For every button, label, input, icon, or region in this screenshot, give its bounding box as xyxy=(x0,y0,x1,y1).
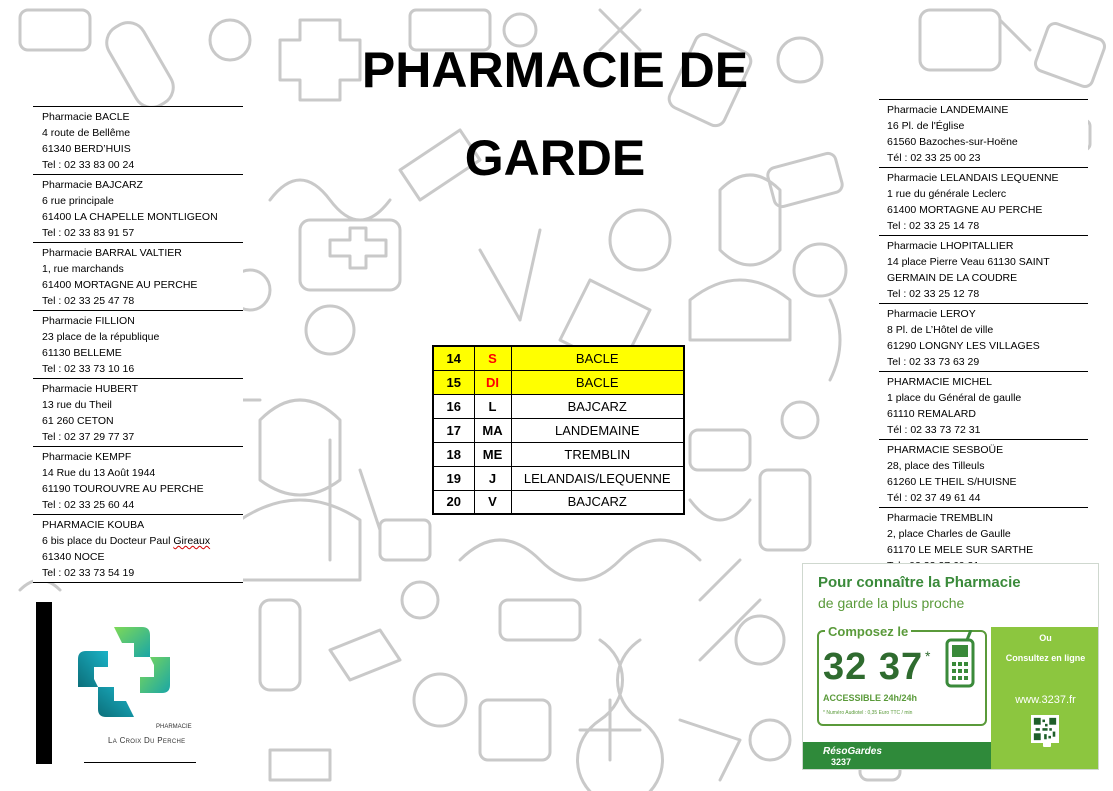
schedule-day: DI xyxy=(474,370,511,394)
ad-phone-number: 32 37 xyxy=(823,646,924,688)
ad-consult-label: Consultez en ligne xyxy=(1005,653,1086,663)
pharmacy-address-line: 61400 MORTAGNE AU PERCHE xyxy=(42,279,198,291)
schedule-date: 15 xyxy=(433,370,474,394)
pharmacy-phone: Tel : 02 33 25 14 78 xyxy=(887,220,980,232)
pharmacy-address-line: 61110 REMALARD xyxy=(887,408,976,420)
pharmacy-address-line: 61260 LE THEIL S/HUISNE xyxy=(887,476,1017,488)
schedule-day: MA xyxy=(474,418,511,442)
pharmacy-entry xyxy=(879,439,1088,507)
ad-or-label: Ou xyxy=(1039,633,1052,643)
pharmacy-phone: Tél : 02 33 25 00 23 xyxy=(887,152,981,164)
schedule-pharmacy: BACLE xyxy=(511,346,684,370)
ad-headline: Pour connaître la Pharmacie xyxy=(818,574,1021,591)
pharmacy-address-line: 61560 Bazoches-sur-Hoëne xyxy=(887,136,1018,148)
schedule-pharmacy: BACLE xyxy=(511,370,684,394)
pharmacy-name: Pharmacie LEROY xyxy=(887,308,976,320)
schedule-day: S xyxy=(474,346,511,370)
pharmacy-address-line: 61290 LONGNY LES VILLAGES xyxy=(887,340,1040,352)
pharmacy-phone: Tel : 02 33 83 91 57 xyxy=(42,227,135,239)
ad-compose-label: Composez le xyxy=(825,624,911,639)
schedule-date: 19 xyxy=(433,466,474,490)
logo-name: La Croix Du Perche xyxy=(108,736,186,745)
qr-code-icon xyxy=(1031,715,1059,743)
pharmacy-address-line: 28, place des Tilleuls xyxy=(887,460,985,472)
pharmacy-name: Pharmacie BACLE xyxy=(42,111,130,123)
ad-brand-number: 3237 xyxy=(831,757,852,767)
duty-schedule-table xyxy=(432,345,685,515)
logo-black-bar xyxy=(36,602,52,764)
pharmacy-entry xyxy=(33,242,243,310)
logo-subtitle: PHARMACIE xyxy=(156,724,192,730)
ad-subheadline: de garde la plus proche xyxy=(818,595,965,611)
pharmacy-phone: Tel : 02 33 73 10 16 xyxy=(42,363,135,375)
pharmacy-address-line: 14 Rue du 13 Août 1944 xyxy=(42,467,156,479)
pharmacy-address-line: 1 place du Général de gaulle xyxy=(887,392,1022,404)
pharmacy-entry xyxy=(33,310,243,378)
schedule-row xyxy=(433,370,684,394)
schedule-date: 16 xyxy=(433,394,474,418)
schedule-pharmacy: BAJCARZ xyxy=(511,490,684,514)
pharmacy-name: Pharmacie LANDEMAINE xyxy=(887,104,1009,116)
pharmacy-phone: Tel : 02 33 25 47 78 xyxy=(42,295,135,307)
pharmacy-address-line: 61170 LE MELE SUR SARTHE xyxy=(887,544,1034,556)
pharmacy-address-line: 61340 BERD’HUIS xyxy=(42,143,131,155)
pharmacy-address-line: 1, rue marchands xyxy=(42,263,124,275)
pharmacy-name: Pharmacie KEMPF xyxy=(42,451,132,463)
pharmacy-entry xyxy=(33,378,243,446)
pharmacy-logo xyxy=(36,602,206,770)
cross-logo-icon xyxy=(74,622,174,722)
schedule-row xyxy=(433,490,684,514)
pharmacy-address-line: 8 Pl. de L’Hôtel de ville xyxy=(887,324,994,336)
pharmacy-address-line: 14 place Pierre Veau 61130 SAINT xyxy=(887,256,1050,268)
right-pharmacy-list xyxy=(879,99,1088,576)
pharmacy-name: Pharmacie BAJCARZ xyxy=(42,179,143,191)
ad-online-panel xyxy=(991,627,1099,770)
schedule-row xyxy=(433,466,684,490)
schedule-date: 20 xyxy=(433,490,474,514)
schedule-day: ME xyxy=(474,442,511,466)
pharmacy-address-line: 61400 MORTAGNE AU PERCHE xyxy=(887,204,1043,216)
ad-star: * xyxy=(925,648,931,664)
pharmacy-address-line: 1 rue du générale Leclerc xyxy=(887,188,1007,200)
ad-brand-bar xyxy=(803,742,991,770)
ad-brand-name: RésoGardes xyxy=(823,746,882,757)
pharmacy-address-line: 61340 NOCE xyxy=(42,551,105,563)
schedule-pharmacy: LELANDAIS/LEQUENNE xyxy=(511,466,684,490)
ad-website: www.3237.fr xyxy=(1015,694,1076,706)
page-title-line1: PHARMACIE DE xyxy=(361,42,749,98)
schedule-row xyxy=(433,346,684,370)
ad-accessible-label: ACCESSIBLE 24h/24h xyxy=(823,693,918,703)
pharmacy-address-line: 61400 LA CHAPELLE MONTLIGEON xyxy=(42,211,218,223)
pharmacy-address-line: 61130 BELLEME xyxy=(42,347,122,359)
pharmacy-phone: Tél : 02 37 49 61 44 xyxy=(887,492,981,504)
page-title-line2: GARDE xyxy=(464,130,646,186)
pharmacy-phone: Tel : 02 33 73 54 19 xyxy=(42,567,135,579)
mobile-phone-icon xyxy=(943,630,979,690)
pharmacy-address-line: 6 bis place du Docteur Paul Gireaux xyxy=(42,535,211,547)
pharmacy-name: PHARMACIE MICHEL xyxy=(887,376,993,388)
logo-underline xyxy=(84,762,196,763)
pharmacy-address-line: 13 rue du Theil xyxy=(42,399,112,411)
pharmacy-address-line: 4 route de Bellême xyxy=(42,127,131,139)
pharmacy-name: Pharmacie HUBERT xyxy=(42,383,139,395)
pharmacy-address-line: 61 260 CETON xyxy=(42,415,114,427)
pharmacy-entry xyxy=(33,106,243,174)
pharmacy-address-line: 2, place Charles de Gaulle xyxy=(887,528,1011,540)
pharmacy-name: Pharmacie LHOPITALLIER xyxy=(887,240,1014,252)
schedule-row xyxy=(433,394,684,418)
pharmacy-address-line: 23 place de la république xyxy=(42,331,160,343)
schedule-row xyxy=(433,418,684,442)
left-pharmacy-list xyxy=(33,106,243,583)
pharmacy-entry xyxy=(879,99,1088,167)
schedule-day: L xyxy=(474,394,511,418)
pharmacy-name: Pharmacie BARRAL VALTIER xyxy=(42,247,182,259)
pharmacy-phone: Tél : 02 33 73 72 31 xyxy=(887,424,981,436)
pharmacy-name: Pharmacie FILLION xyxy=(42,315,135,327)
pharmacy-phone: Tel : 02 33 25 60 44 xyxy=(42,499,135,511)
schedule-date: 18 xyxy=(433,442,474,466)
pharmacy-address-line: 61190 TOUROUVRE AU PERCHE xyxy=(42,483,204,495)
schedule-pharmacy: LANDEMAINE xyxy=(511,418,684,442)
pharmacy-name: PHARMACIE SESBOÜE xyxy=(887,444,1004,456)
pharmacy-entry xyxy=(879,167,1088,235)
schedule-pharmacy: BAJCARZ xyxy=(511,394,684,418)
schedule-date: 14 xyxy=(433,346,474,370)
pharmacy-phone: Tel : 02 33 83 00 24 xyxy=(42,159,135,171)
pharmacy-phone: Tel : 02 33 73 63 29 xyxy=(887,356,980,368)
pharmacy-entry xyxy=(879,303,1088,371)
schedule-day: J xyxy=(474,466,511,490)
pharmacy-entry xyxy=(33,514,243,583)
resogardes-3237-ad xyxy=(802,563,1099,770)
pharmacy-address-line: GERMAIN DE LA COUDRE xyxy=(887,272,1018,284)
pharmacy-entry xyxy=(879,235,1088,303)
pharmacy-address-line: 6 rue principale xyxy=(42,195,114,207)
pharmacy-name: Pharmacie TREMBLIN xyxy=(887,512,994,524)
pharmacy-name: PHARMACIE KOUBA xyxy=(42,519,145,531)
pharmacy-name: Pharmacie LELANDAIS LEQUENNE xyxy=(887,172,1059,184)
schedule-pharmacy: TREMBLIN xyxy=(511,442,684,466)
pharmacy-entry xyxy=(879,371,1088,439)
pharmacy-phone: Tel : 02 37 29 77 37 xyxy=(42,431,135,443)
pharmacy-phone: Tel : 02 33 25 12 78 xyxy=(887,288,980,300)
pharmacy-entry xyxy=(33,446,243,514)
schedule-row xyxy=(433,442,684,466)
pharmacy-address-line: 16 Pl. de l'Église xyxy=(887,120,965,132)
schedule-date: 17 xyxy=(433,418,474,442)
schedule-day: V xyxy=(474,490,511,514)
pharmacy-entry xyxy=(33,174,243,242)
ad-footnote: * Numéro Audiotel : 0,35 Euro TTC / min xyxy=(823,710,913,716)
